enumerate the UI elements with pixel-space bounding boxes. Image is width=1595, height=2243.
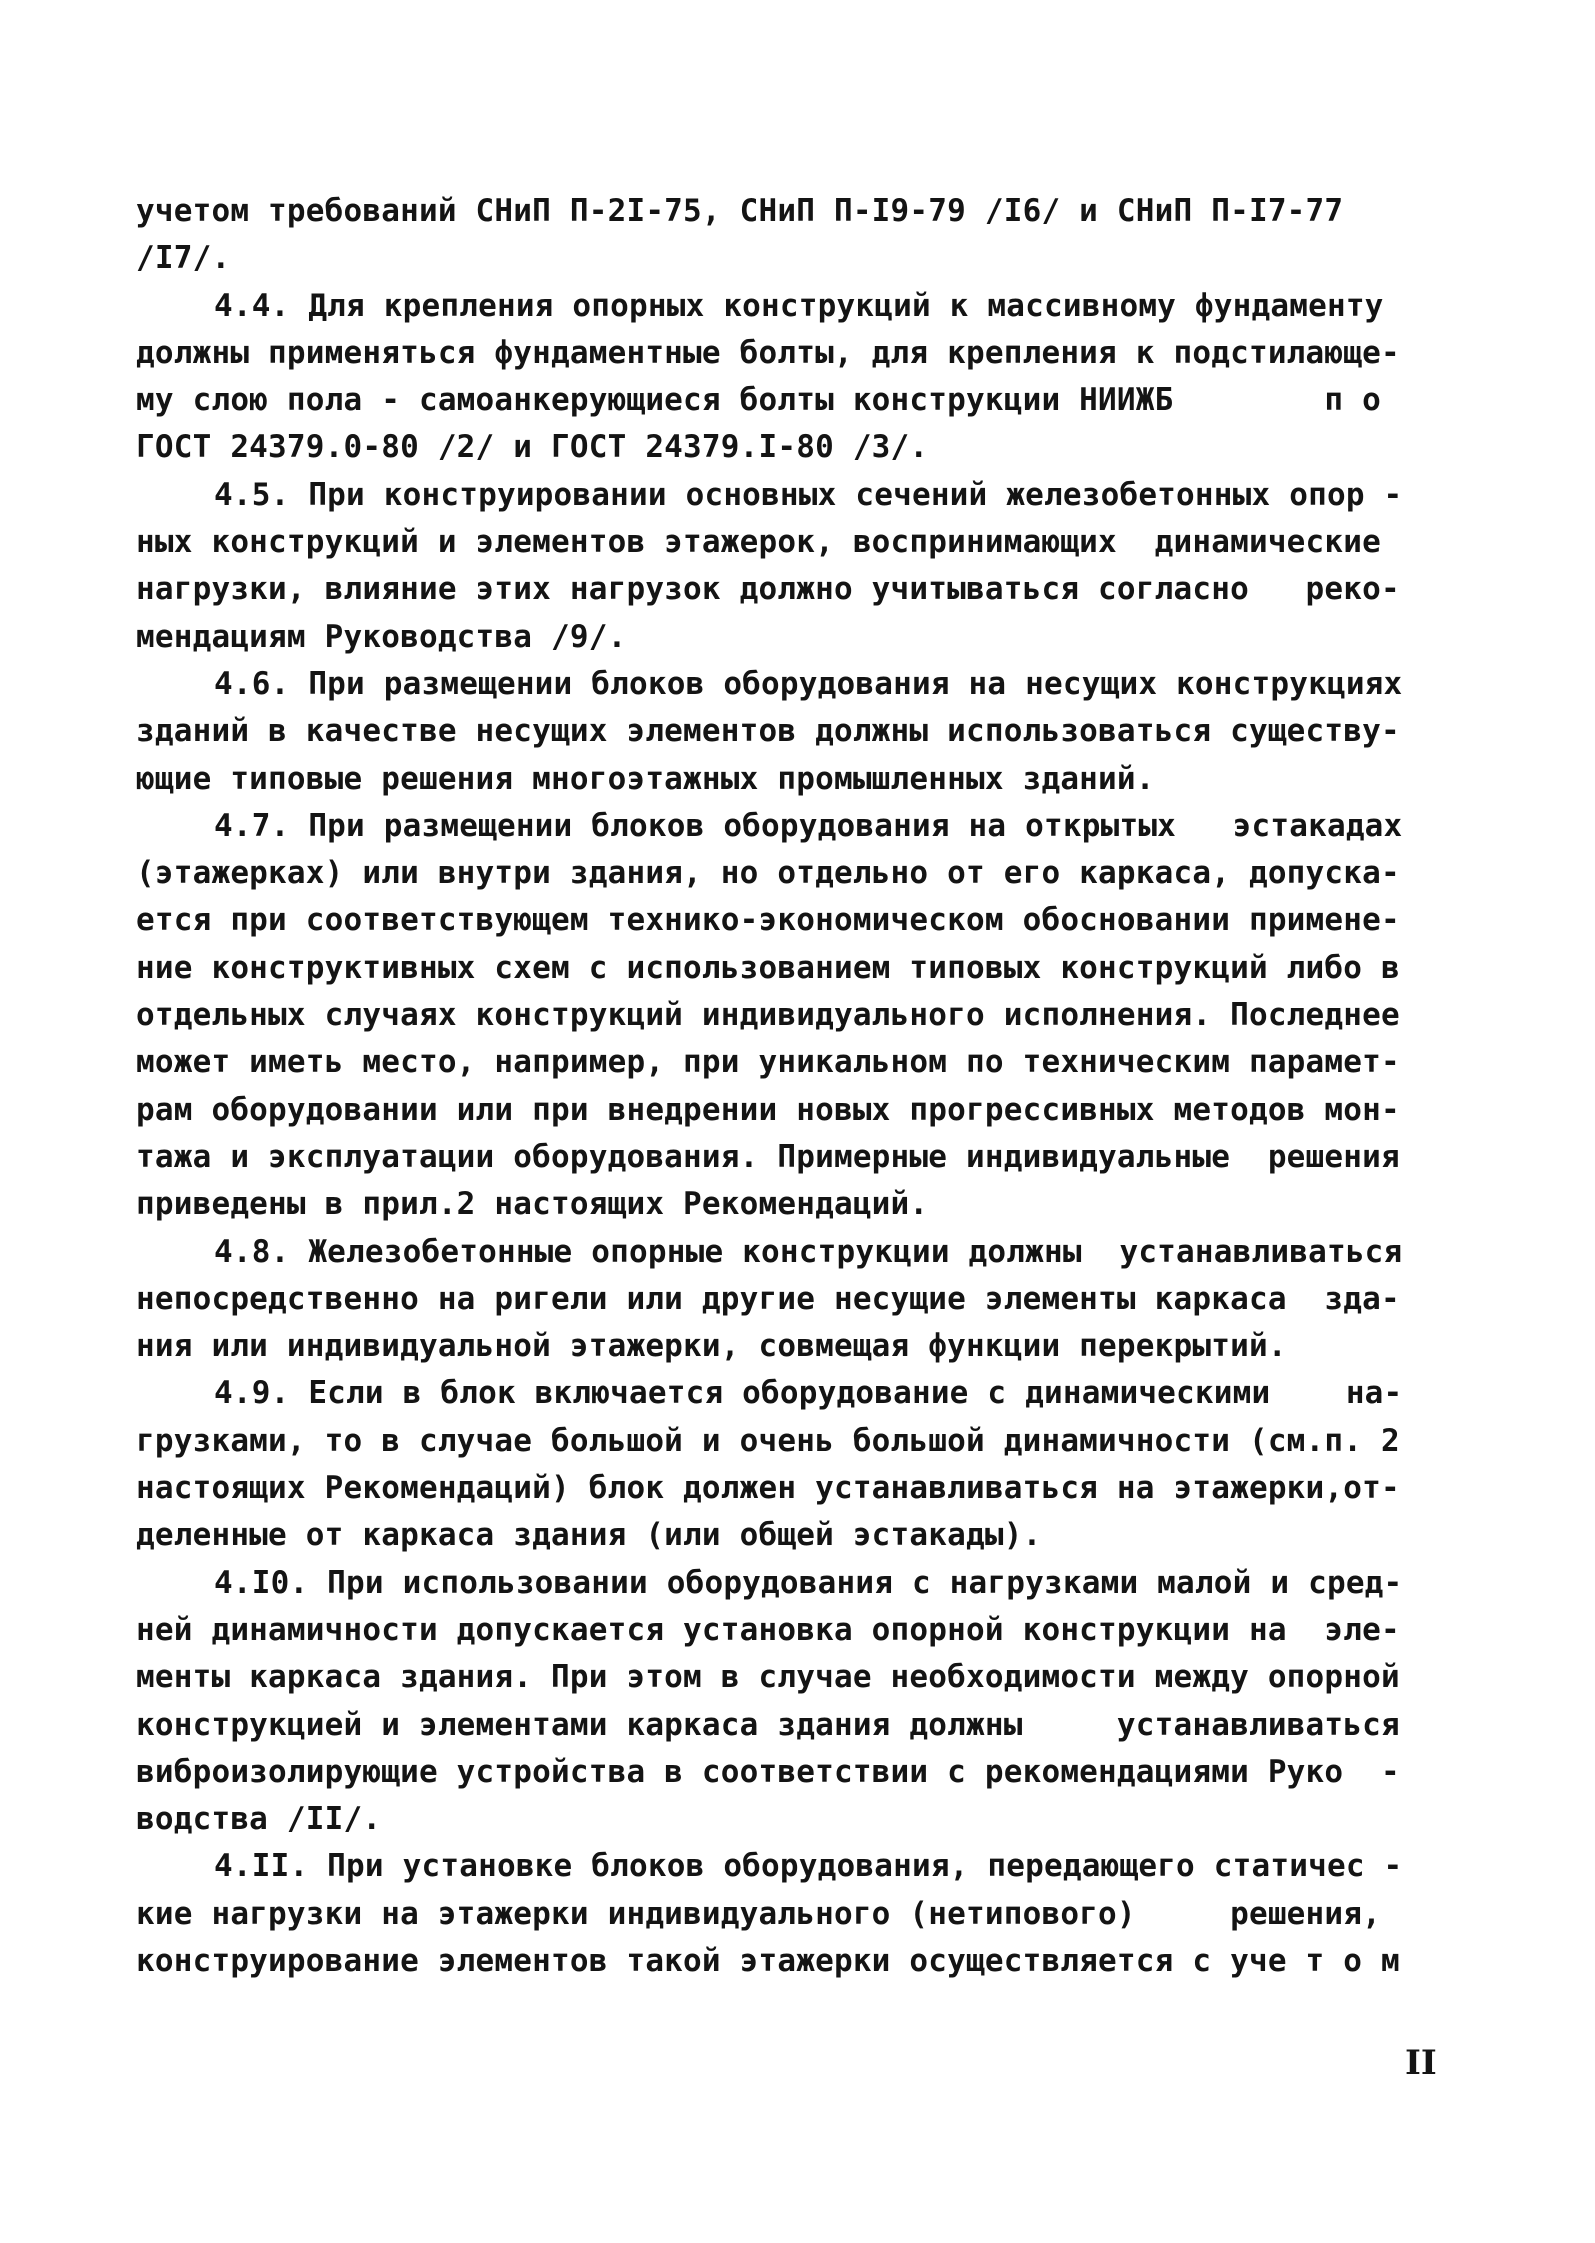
text-line: тажа и эксплуатации оборудования. Примерные индивидуальные решения [136, 1138, 1400, 1175]
text-line: отдельных случаях конструкций индивидуального исполнения. Последнее [136, 997, 1400, 1034]
text-line: рам оборудовании или при внедрении новых прогрессивных методов мон- [136, 1091, 1400, 1128]
text-line: ется при соответствующем технико-экономическом обосновании примене- [136, 902, 1400, 939]
paragraph-first-line: 4.9. Если в блок включается оборудование с динамическими на- [214, 1375, 1403, 1412]
paragraph-first-line: 4.7. При размещении блоков оборудования на открытых эстакадах [214, 807, 1403, 844]
text-line: (этажерках) или внутри здания, но отдельно от его каркаса, допуска- [136, 855, 1400, 892]
text-line: может иметь место, например, при уникальном по техническим парамет- [136, 1044, 1400, 1081]
text-line: учетом требований СНиП П-2I-75, СНиП П-I9-79 /I6/ и СНиП П-I7-77 [136, 193, 1344, 229]
text-line: деленные от каркаса здания (или общей эстакады). [136, 1517, 1042, 1554]
paragraph-first-line: 4.8. Железобетонные опорные конструкции должны устанавливаться [214, 1233, 1403, 1270]
text-line: /I7/. [136, 240, 231, 277]
text-line: кие нагрузки на этажерки индивидуального (нетипового) решения, [136, 1895, 1381, 1932]
text-line: менты каркаса здания. При этом в случае необходимости между опорной [136, 1659, 1400, 1696]
document-body [136, 188, 1456, 1985]
paragraph-first-line: 4.6. При размещении блоков оборудования на несущих конструкциях [214, 665, 1403, 702]
text-line: му слою пола - самоанкерующиеся болты конструкции НИИЖБ п о [136, 382, 1381, 419]
text-line: ния или индивидуальной этажерки, совмещая функции перекрытий. [136, 1328, 1287, 1365]
text-line: ных конструкций и элементов этажерок, воспринимающих динамические [136, 524, 1381, 561]
text-line: ющие типовые решения многоэтажных промышленных зданий. [136, 760, 1155, 797]
page-number: II [1405, 2043, 1437, 2083]
paragraph-first-line: 4.I0. При использовании оборудования с нагрузками малой и сред- [214, 1564, 1403, 1601]
text-line: конструирование элементов такой этажерки осуществляется с уче т о м [136, 1942, 1400, 1979]
text-line: виброизолирующие устройства в соответствии с рекомендациями Руко - [136, 1753, 1400, 1790]
paragraph-first-line: 4.5. При конструировании основных сечений железобетонных опор - [214, 476, 1403, 513]
text-line: зданий в качестве несущих элементов должны использоваться существу- [136, 713, 1400, 750]
text-line: грузками, то в случае большой и очень большой динамичности (см.п. 2 [136, 1422, 1400, 1459]
text-line: мендациям Руководства /9/. [136, 618, 627, 655]
text-line: ние конструктивных схем с использованием типовых конструкций либо в [136, 949, 1400, 986]
text-line: нагрузки, влияние этих нагрузок должно учитываться согласно реко- [136, 571, 1400, 608]
text-line: приведены в прил.2 настоящих Рекомендаций. [136, 1186, 929, 1223]
paragraph-first-line: 4.II. При установке блоков оборудования, передающего статичес - [214, 1848, 1403, 1885]
paragraph-first-line: 4.4. Для крепления опорных конструкций к массивному фундаменту [214, 287, 1384, 324]
text-line: непосредственно на ригели или другие несущие элементы каркаса зда- [136, 1280, 1400, 1317]
text-line: настоящих Рекомендаций) блок должен устанавливаться на этажерки,от- [136, 1470, 1400, 1507]
text-line: ней динамичности допускается установка опорной конструкции на эле- [136, 1611, 1400, 1648]
text-line: ГОСТ 24379.0-80 /2/ и ГОСТ 24379.I-80 /3/. [136, 429, 929, 466]
text-line: конструкцией и элементами каркаса здания должны устанавливаться [136, 1706, 1400, 1743]
text-line: водства /II/. [136, 1801, 382, 1838]
text-line: должны применяться фундаментные болты, для крепления к подстилающе- [136, 334, 1400, 371]
